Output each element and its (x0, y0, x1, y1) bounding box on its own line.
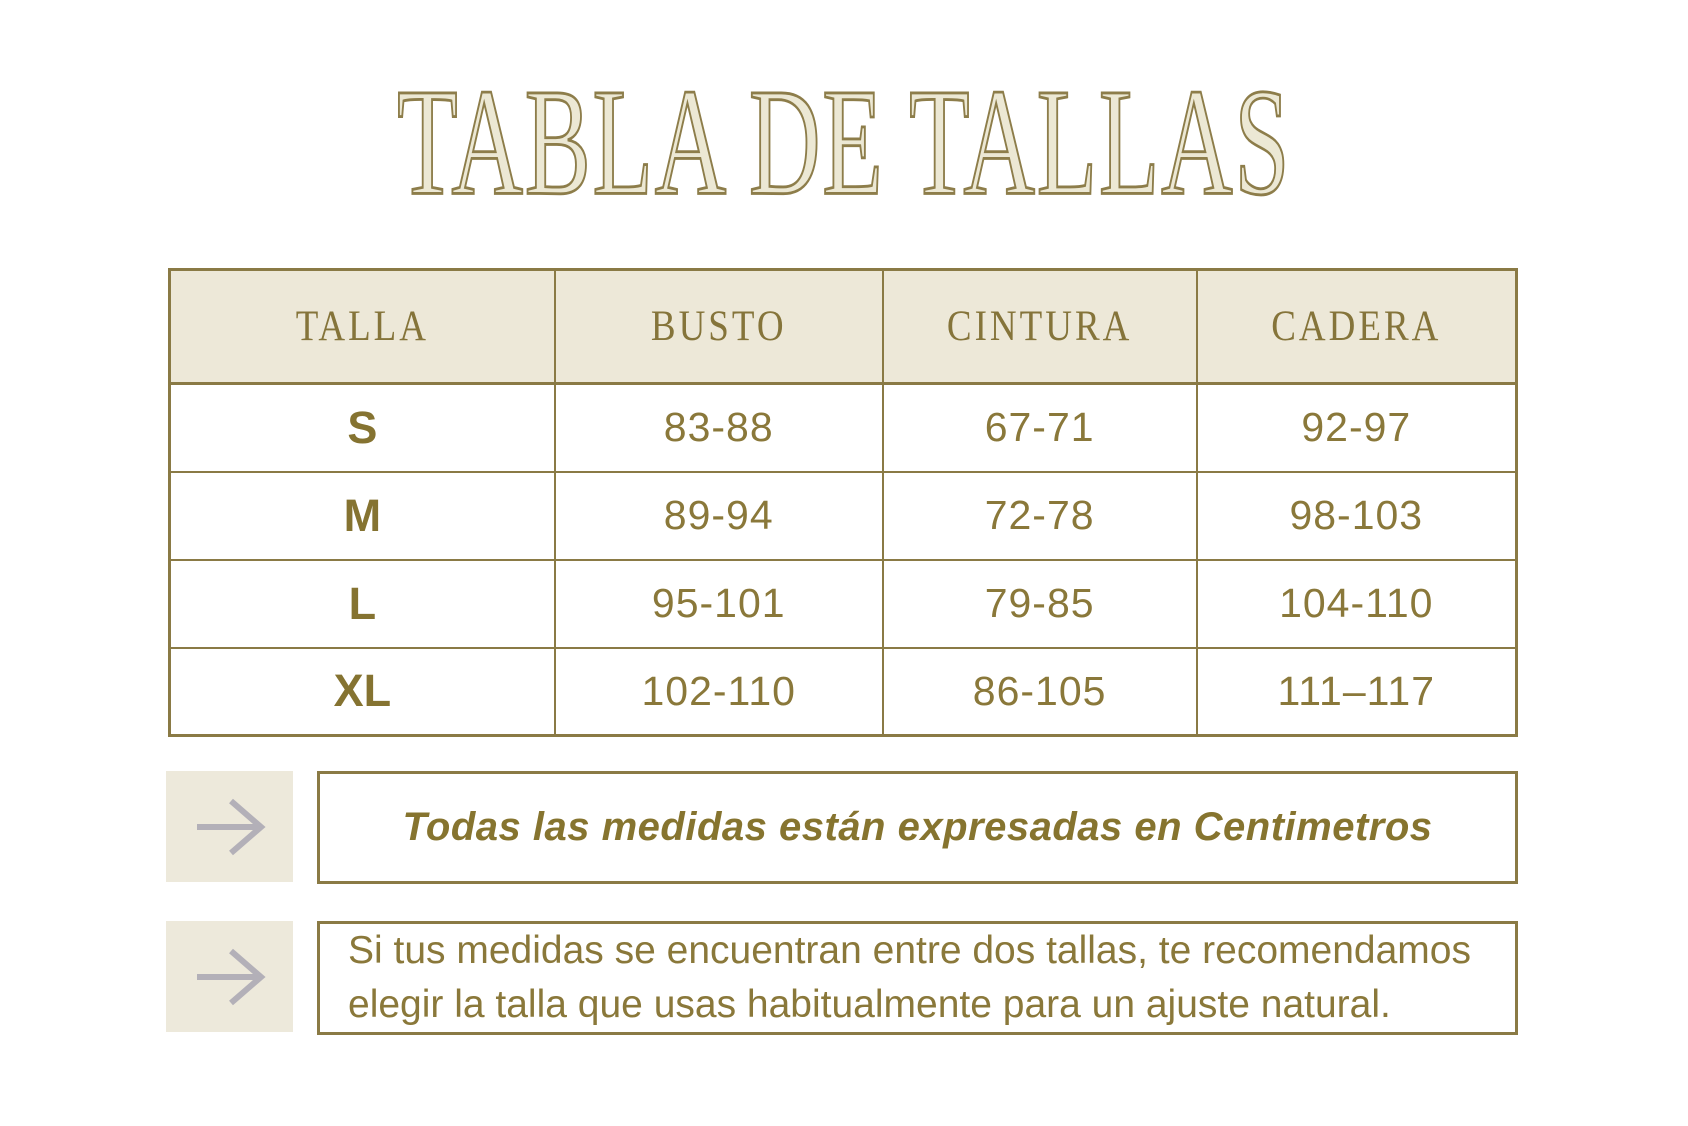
advice-line-1: Si tus medidas se encuentran entre dos tallas, te recomendamos (348, 929, 1471, 972)
table-row-l (170, 560, 1517, 648)
cadera-cell-m: 98-103 (1197, 472, 1517, 560)
size-cell-xl: XL (170, 648, 555, 736)
busto-cell-l: 95-101 (555, 560, 883, 648)
cintura-cell-m: 72-78 (883, 472, 1197, 560)
header-row (170, 270, 1517, 384)
table-row-s (170, 384, 1517, 472)
header-cell-cadera (1197, 270, 1517, 384)
header-label-talla: TALLA (295, 302, 429, 351)
table-row-m (170, 472, 1517, 560)
header-label-cintura: CINTURA (946, 302, 1133, 351)
size-cell-l: L (170, 560, 555, 648)
note-units-text: Todas las medidas están expresadas en Centimetros (402, 805, 1433, 849)
header-cell-cintura (883, 270, 1197, 384)
busto-cell-m: 89-94 (555, 472, 883, 560)
size-cell-m: M (170, 472, 555, 560)
cadera-cell-xl: 111–117 (1197, 648, 1517, 736)
page-title-text: TABLA DE TALLAS (396, 56, 1292, 228)
table-row-xl (170, 648, 1517, 736)
page-title (0, 56, 1688, 228)
header-cell-busto (555, 270, 883, 384)
note-box-units (317, 771, 1518, 884)
header-label-busto: BUSTO (650, 302, 787, 351)
busto-cell-xl: 102-110 (555, 648, 883, 736)
cintura-cell-s: 67-71 (883, 384, 1197, 472)
header-cell-talla (170, 270, 555, 384)
size-cell-s: S (170, 384, 555, 472)
note-box-advice (317, 921, 1518, 1035)
arrow-right-icon (187, 794, 273, 860)
arrow-right-icon (187, 944, 273, 1010)
busto-cell-s: 83-88 (555, 384, 883, 472)
cadera-cell-s: 92-97 (1197, 384, 1517, 472)
cintura-cell-xl: 86-105 (883, 648, 1197, 736)
cintura-cell-l: 79-85 (883, 560, 1197, 648)
arrow-tile-units (166, 771, 293, 882)
cadera-cell-l: 104-110 (1197, 560, 1517, 648)
size-table (168, 268, 1518, 737)
arrow-tile-advice (166, 921, 293, 1032)
header-label-cadera: CADERA (1271, 302, 1442, 351)
advice-line-2: elegir la talla que usas habitualmente para un ajuste natural. (348, 983, 1391, 1026)
